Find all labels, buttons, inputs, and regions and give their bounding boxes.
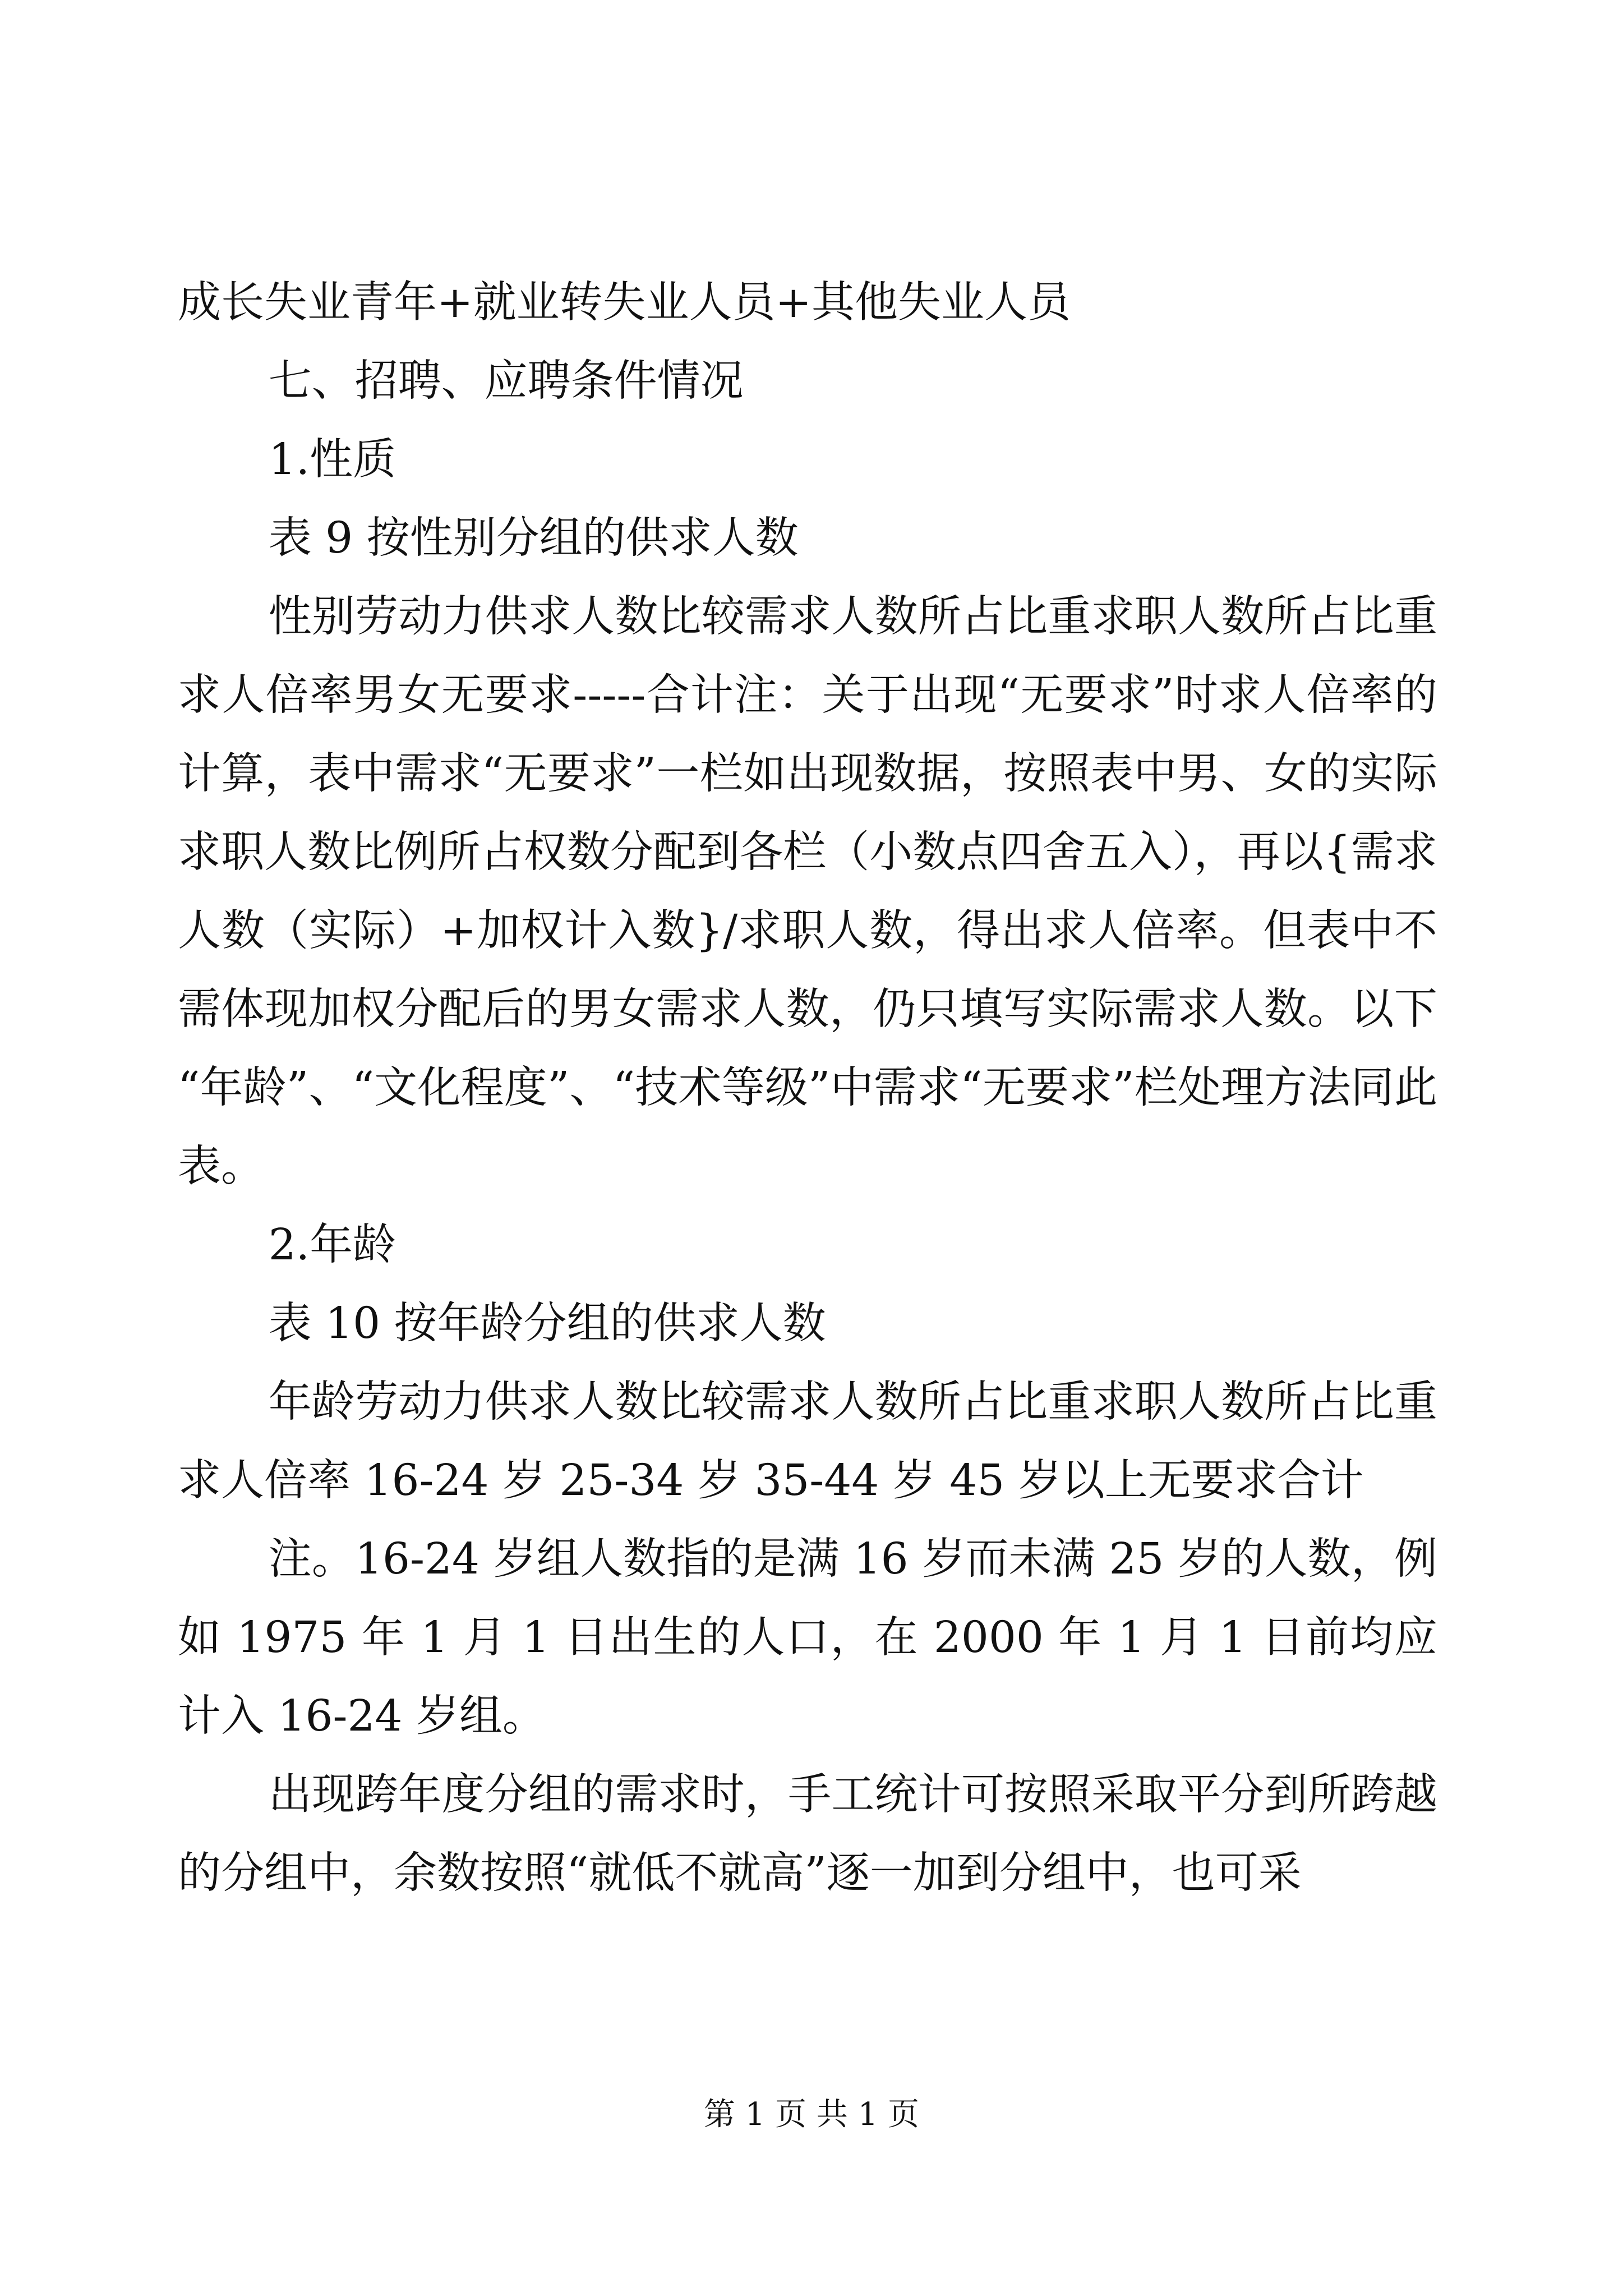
section-heading: 七、招聘、应聘条件情况 — [268, 356, 744, 406]
document-body — [178, 264, 1437, 1913]
note-paragraph: 注。16-24 岁组人数指的是满 16 岁而未满 25 岁的人数，例如 1975 年 1 月 1 日出生的人口，在 2000 年 1 月 1 日前均应计入 16-24 岁组。 — [178, 1534, 1437, 1741]
paragraph: 成长失业青年+就业转失业人员+其他失业人员 — [178, 278, 1071, 328]
paragraph: 出现跨年度分组的需求时，手工统计可按照采取平分到所跨越的分组中，余数按照“就低不就高”逐一加到分组中，也可采 — [178, 1770, 1437, 1898]
table-caption: 表 9 按性别分组的供求人数 — [268, 513, 799, 563]
subsection-heading: 2.年龄 — [268, 1220, 396, 1270]
page-footer: 第 1 页 共 1 页 — [703, 2096, 920, 2133]
subsection-heading: 1.性质 — [268, 435, 396, 485]
paragraph: 年龄劳动力供求人数比较需求人数所占比重求职人数所占比重求人倍率 16-24 岁 25-34 岁 35-44 岁 45 岁以上无要求合计 — [178, 1377, 1437, 1506]
table-caption: 表 10 按年龄分组的供求人数 — [268, 1299, 826, 1349]
paragraph: 性别劳动力供求人数比较需求人数所占比重求职人数所占比重求人倍率男女无要求-----合计注：关于出现“无要求”时求人倍率的计算，表中需求“无要求”一栏如出现数据，按照表中男、女的实际求职人数比例所占权数分配到各栏（小数点四舍五入），再以{需求人数（实际）+加权计入数}/求职人数，得出求人倍率。但表中不需体现加权分配后的男女需求人数，仍只填写实际需求人数。以下“年龄”、“文化程度”、“技术等级”中需求“无要求”栏处理方法同此表。 — [178, 592, 1437, 1191]
